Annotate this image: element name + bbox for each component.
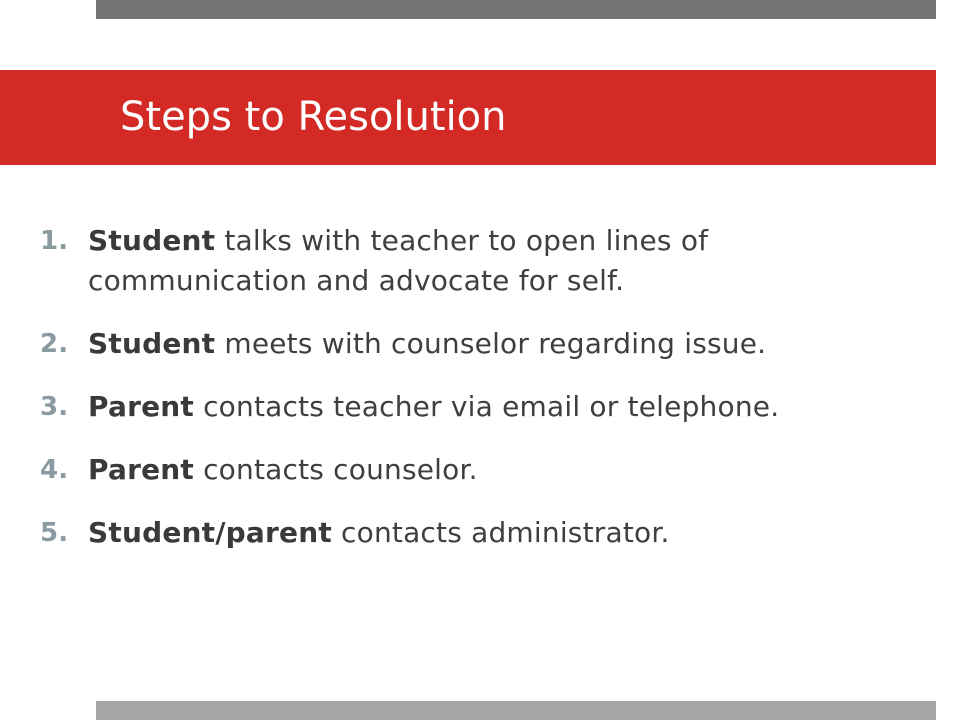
- step-text: talks with teacher to open lines of communication and advocate for self.: [88, 224, 709, 297]
- step-text: contacts teacher via email or telephone.: [193, 390, 780, 423]
- step-subject: Parent: [88, 453, 194, 486]
- step-item: [40, 450, 920, 490]
- step-number: 2.: [40, 329, 69, 359]
- step-text: contacts administrator.: [331, 516, 670, 549]
- step-number: 3.: [40, 392, 69, 422]
- step-item: [40, 324, 920, 364]
- step-text: contacts counselor.: [193, 453, 478, 486]
- step-text: meets with counselor regarding issue.: [215, 327, 767, 360]
- step-subject: Parent: [88, 390, 194, 423]
- step-number: 5.: [40, 518, 69, 548]
- step-item: [40, 387, 920, 427]
- title-band: [0, 70, 936, 165]
- step-subject: Student/parent: [88, 516, 332, 549]
- bottom-decorative-bar: [96, 701, 936, 720]
- step-number: 1.: [40, 226, 69, 256]
- step-item: [40, 513, 920, 553]
- slide-title: Steps to Resolution: [120, 94, 507, 140]
- steps-list: [40, 221, 920, 576]
- step-subject: Student: [88, 327, 216, 360]
- step-item: [40, 221, 920, 301]
- top-decorative-bar: [96, 0, 936, 19]
- step-number: 4.: [40, 455, 69, 485]
- step-subject: Student: [88, 224, 216, 257]
